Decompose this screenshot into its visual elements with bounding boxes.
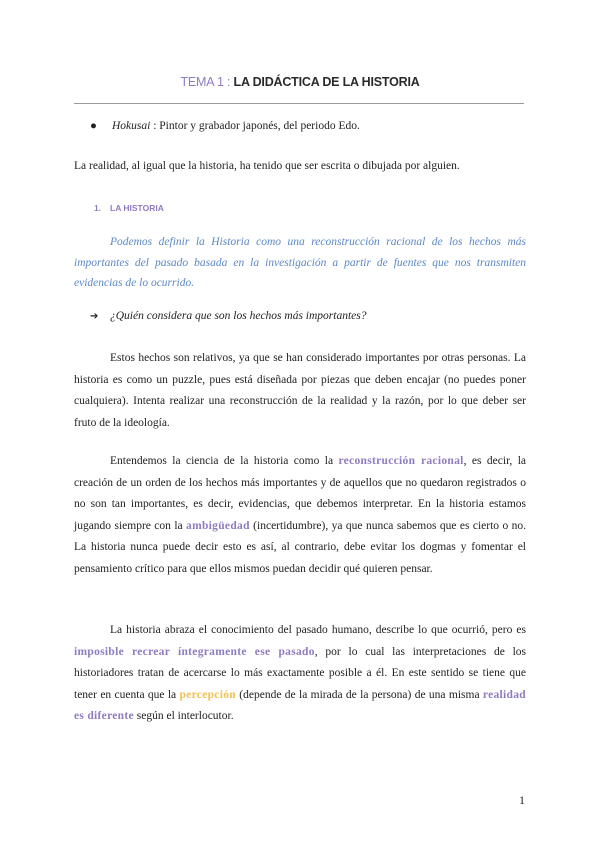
page-title bbox=[0, 75, 600, 89]
section-number: 1. bbox=[94, 203, 102, 213]
title-divider bbox=[74, 103, 524, 104]
question-item bbox=[90, 310, 367, 322]
question-text: ¿Quién considera que son los hechos más importantes? bbox=[110, 310, 367, 322]
paragraph-3 bbox=[74, 620, 526, 728]
definition-paragraph: Podemos definir la Historia como una reconstrucción racional de los hechos más importantes del pasado basada en la investigación a partir de fuentes que nos transmiten evidencias de lo ocurrido. bbox=[74, 236, 526, 289]
p3-text-c: (depende de la mirada de la persona) de una misma bbox=[235, 688, 483, 701]
p3-text-d: según el interlocutor. bbox=[133, 710, 234, 722]
page-number: 1 bbox=[519, 793, 525, 807]
intro-paragraph: La realidad, al igual que la historia, ha tenido que ser escrita o dibujada por alguien. bbox=[74, 160, 460, 172]
p3-highlight-percepcion: percepción bbox=[179, 688, 236, 701]
p2-highlight-ambiguedad: ambigüedad bbox=[186, 519, 250, 532]
p3-highlight-realidad: realidad es diferente bbox=[74, 688, 526, 722]
title-text: LA DIDÁCTICA DE LA HISTORIA bbox=[233, 75, 420, 89]
p2-text-b: , es decir, la creación de un orden de los hechos más importantes y de aquellos que no quedaron registrados o no son tan importantes, es decir, evidencias, que debemos interpretar. En la historia estamos jugando siempre con la bbox=[74, 455, 527, 532]
bullet-item bbox=[90, 120, 360, 132]
p2-highlight-reconstruccion: reconstrucción racional bbox=[338, 455, 464, 467]
arrow-icon: ➔ bbox=[90, 311, 99, 322]
bullet-text: : Pintor y grabador japonés, del periodo Edo. bbox=[150, 120, 360, 132]
p3-text-a: La historia abraza el conocimiento del pasado humano, describe lo que ocurrió, pero es bbox=[110, 624, 526, 636]
p3-text-b: , por lo cual las interpretaciones de los historiadores tratan de acercarse lo más exactamente posible a él. En este sentido se tiene que tener en cuenta que la bbox=[74, 645, 526, 701]
p3-highlight-imposible: imposible recrear íntegramente ese pasado bbox=[74, 645, 315, 658]
section-heading bbox=[94, 203, 164, 213]
bullet-term: Hokusai bbox=[112, 120, 151, 132]
p2-text-c: (incertidumbre), ya que nunca sabemos que es cierto o no. La historia nunca puede decir esto es así, al contrario, debe evitar los dogmas y fomentar el pensamiento crítico para que ellos mismos puedan decidir qué quieren pensar. bbox=[74, 519, 527, 575]
p2-text-a: Entendemos la ciencia de la historia como la bbox=[110, 455, 339, 467]
section-title: LA HISTORIA bbox=[110, 203, 164, 213]
paragraph-2 bbox=[74, 451, 526, 580]
bullet-marker: ● bbox=[90, 120, 97, 132]
paragraph-1: Estos hechos son relativos, ya que se han considerado importantes por otras personas. La historia es como un puzzle, pues está diseñada por piezas que deben encajar (no puedes poner cualquiera). Intenta realizar una reconstrucción de la realidad y la razón, por lo que deber ser fruto de la ideología. bbox=[74, 352, 526, 429]
title-tema: TEMA 1 : bbox=[180, 75, 231, 89]
